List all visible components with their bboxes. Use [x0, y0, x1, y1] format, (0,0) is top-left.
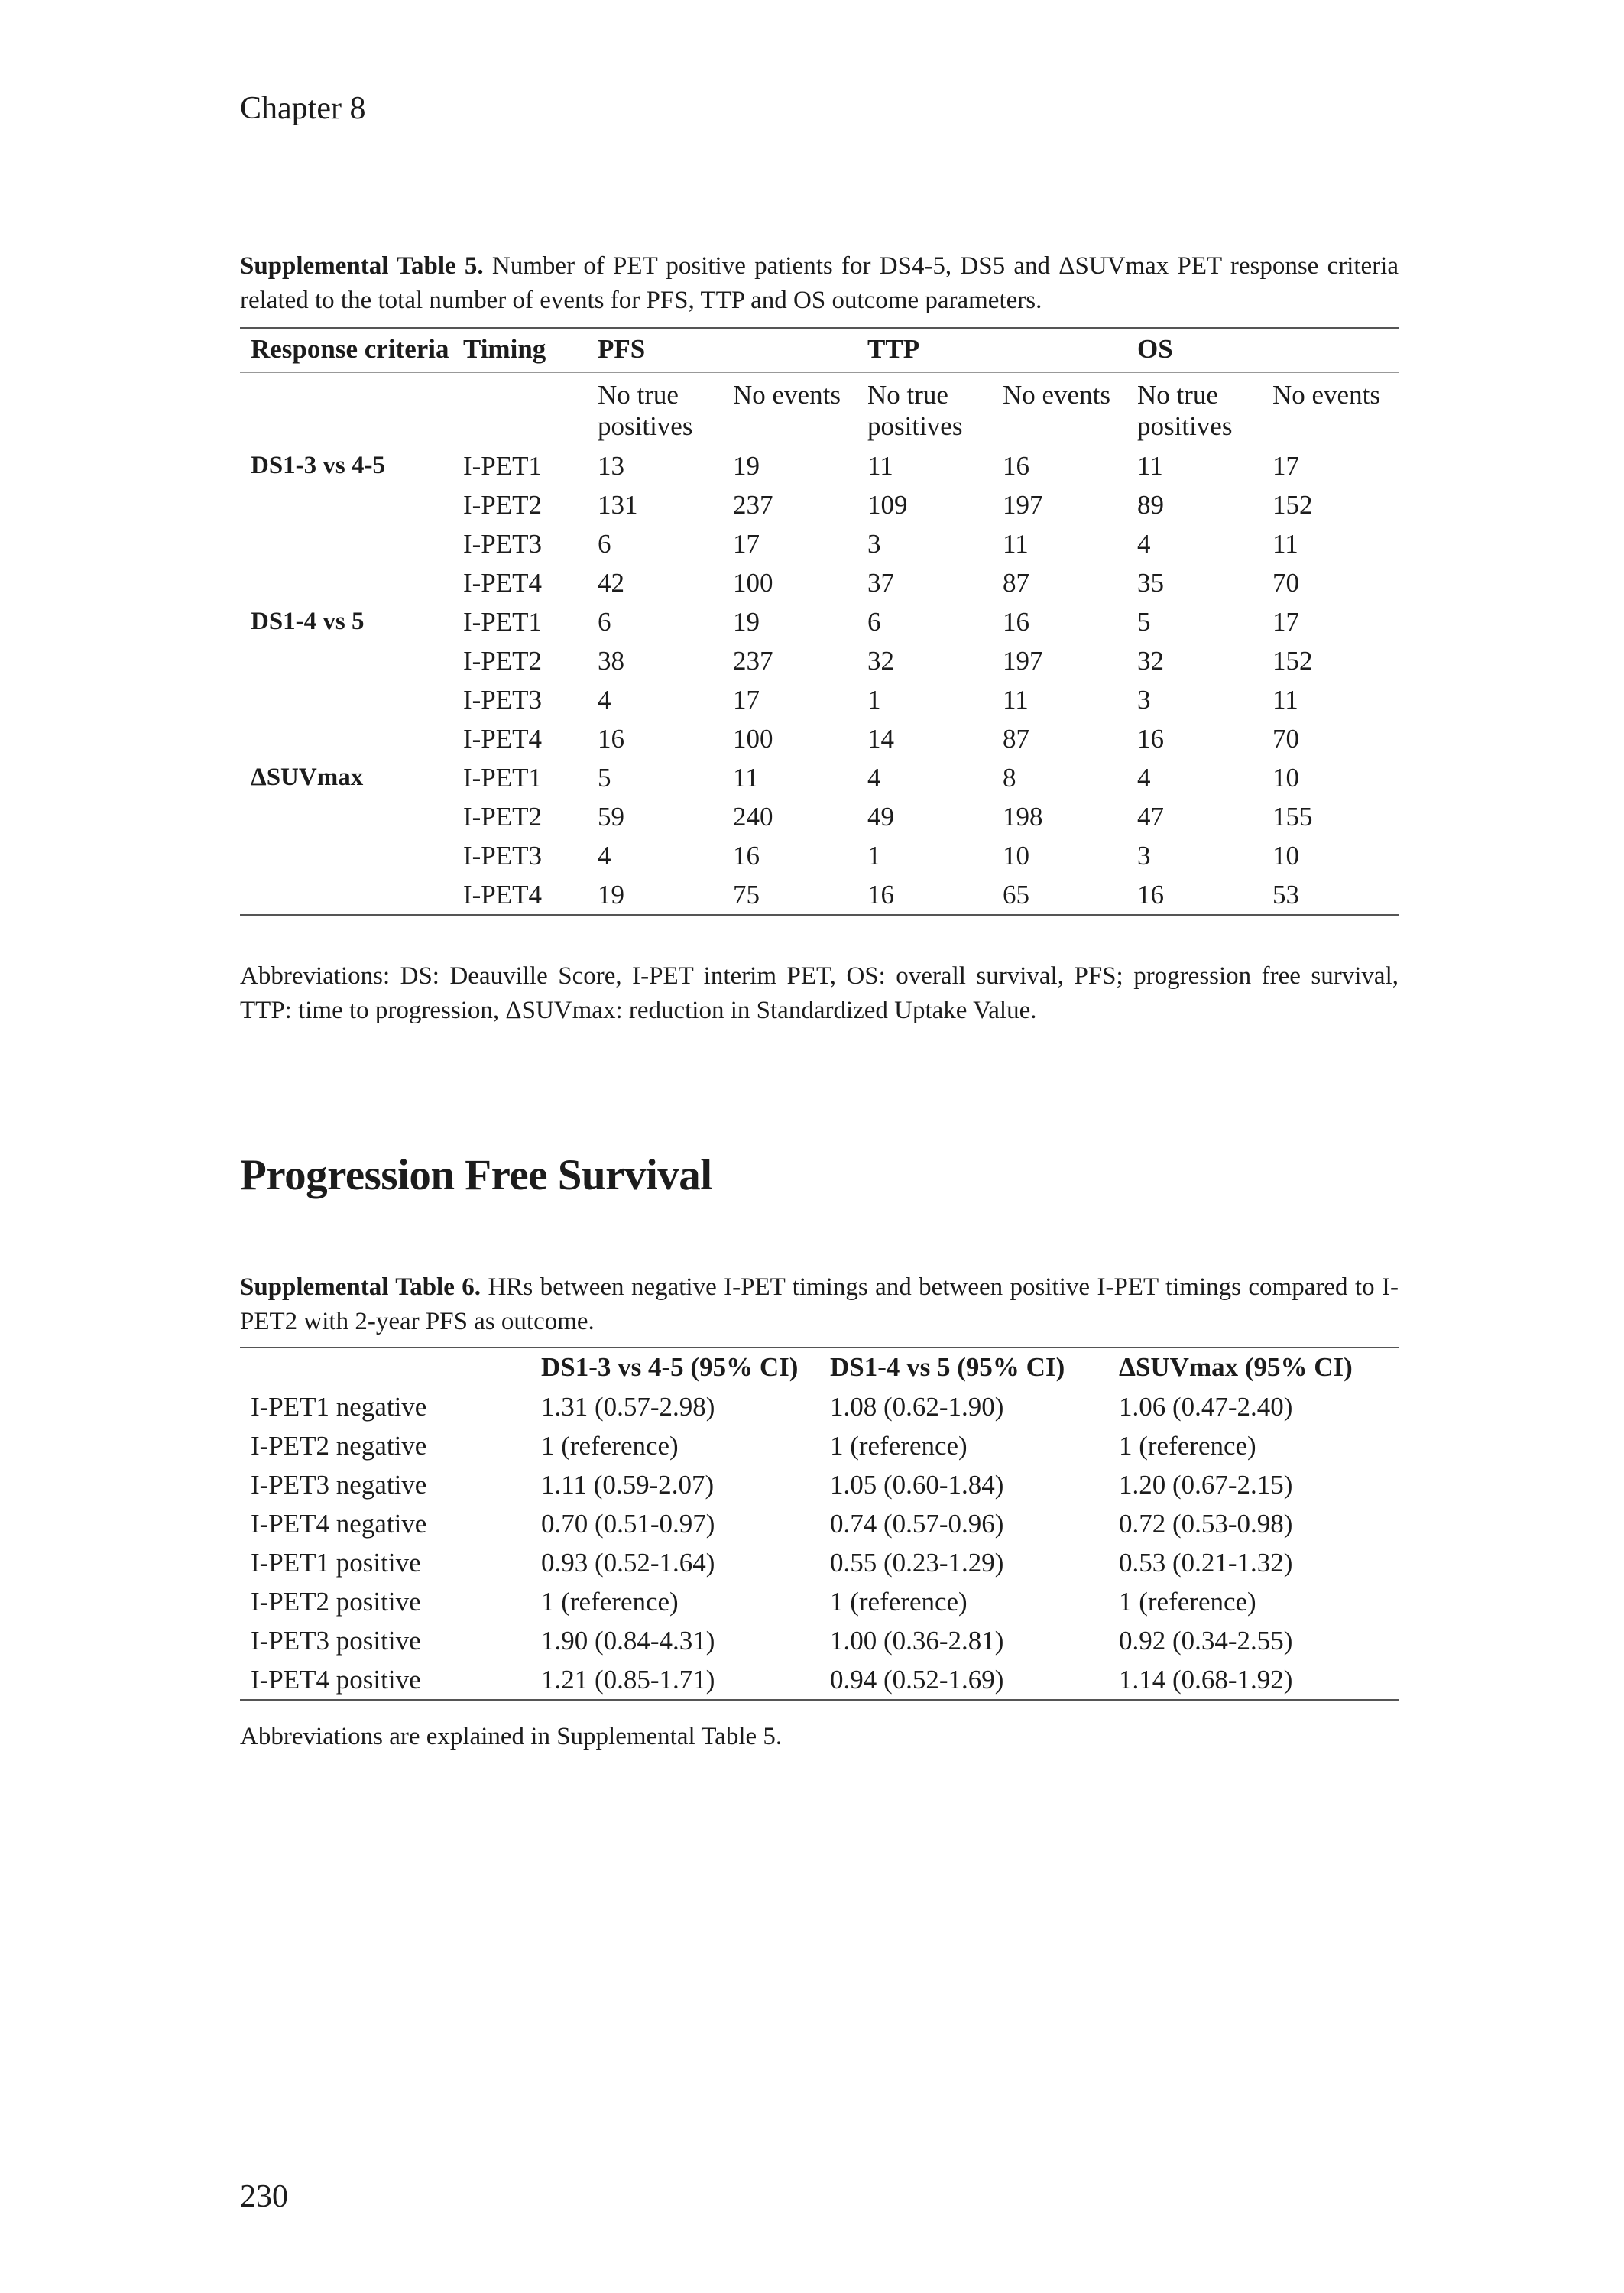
table-cell: 3 — [867, 529, 881, 559]
table-cell: 37 — [867, 568, 894, 598]
row-group-label — [240, 563, 452, 602]
row-group-label — [240, 836, 452, 875]
row-label: I-PET2 negative — [251, 1431, 427, 1461]
table-cell: 3 — [1137, 841, 1151, 871]
table-cell: 1 (reference) — [830, 1587, 968, 1617]
table-row — [240, 758, 1399, 797]
table5-subheader-row — [240, 373, 1399, 447]
header-pfs: PFS — [598, 334, 646, 364]
row-timing: I-PET3 — [463, 685, 543, 715]
header-response-criteria: Response criteria — [251, 334, 449, 364]
chapter-header: Chapter 8 — [240, 91, 366, 126]
table-row — [240, 680, 1399, 719]
table-cell: 1.00 (0.36-2.81) — [830, 1626, 1004, 1656]
table-cell: 14 — [867, 724, 894, 754]
row-group-label — [240, 641, 452, 680]
table-cell: 0.92 (0.34-2.55) — [1119, 1626, 1293, 1656]
subheader-cell: No events — [1272, 380, 1380, 410]
table-cell: 5 — [598, 763, 611, 793]
row-group-label — [240, 797, 452, 836]
table-cell: 59 — [598, 802, 624, 832]
row-label: I-PET4 positive — [251, 1665, 421, 1695]
row-group-label: DS1-4 vs 5 — [251, 608, 365, 635]
table-row — [240, 524, 1399, 563]
row-timing: I-PET3 — [463, 841, 543, 871]
subheader-cell: No events — [733, 380, 841, 410]
table6-caption-label: Supplemental Table 6. — [240, 1273, 481, 1301]
table-cell: 35 — [1137, 568, 1164, 598]
table-cell: 4 — [1137, 529, 1151, 559]
table-cell: 11 — [1272, 685, 1298, 715]
table-cell: 197 — [1003, 490, 1043, 520]
table-cell: 89 — [1137, 490, 1164, 520]
supplemental-table-6 — [240, 1347, 1399, 1701]
table-row — [240, 836, 1399, 875]
subheader-cell: No true positives — [867, 380, 963, 441]
row-timing: I-PET4 — [463, 568, 543, 598]
table-cell: 16 — [1137, 880, 1164, 910]
table-cell: 1 — [867, 685, 881, 715]
table6-header-row — [240, 1348, 1399, 1387]
table-row — [240, 797, 1399, 836]
row-group-label: ΔSUVmax — [251, 764, 364, 791]
table-cell: 53 — [1272, 880, 1299, 910]
table-cell: 65 — [1003, 880, 1029, 910]
table-cell: 100 — [733, 568, 773, 598]
table5-caption — [240, 249, 1399, 318]
row-group-label — [240, 524, 452, 563]
table-cell: 38 — [598, 646, 624, 676]
row-group-label — [240, 875, 452, 915]
table-cell: 70 — [1272, 568, 1299, 598]
header-ttp: TTP — [867, 334, 920, 364]
table-cell: 17 — [1272, 607, 1299, 637]
table5-caption-label: Supplemental Table 5. — [240, 252, 484, 280]
table-cell: 10 — [1272, 841, 1299, 871]
table-cell: 1 (reference) — [541, 1431, 679, 1461]
row-label: I-PET3 positive — [251, 1626, 421, 1656]
table-cell: 11 — [1272, 529, 1298, 559]
subheader-cell: No true positives — [598, 380, 693, 441]
table-cell: 0.70 (0.51-0.97) — [541, 1509, 715, 1539]
table-cell: 237 — [733, 646, 773, 676]
table-cell: 87 — [1003, 724, 1029, 754]
subheader-blank — [452, 373, 587, 447]
table-row — [240, 1543, 1399, 1582]
table-row — [240, 719, 1399, 758]
table-cell: 19 — [598, 880, 624, 910]
table-cell: 0.94 (0.52-1.69) — [830, 1665, 1004, 1695]
section-title: Progression Free Survival — [240, 1151, 712, 1199]
table-cell: 75 — [733, 880, 760, 910]
table-cell: 17 — [733, 685, 760, 715]
row-group-label — [240, 485, 452, 524]
row-timing: I-PET1 — [463, 607, 543, 637]
table-cell: 8 — [1003, 763, 1016, 793]
table-cell: 19 — [733, 607, 760, 637]
table-cell: 240 — [733, 802, 773, 832]
row-label: I-PET1 negative — [251, 1392, 427, 1422]
table-cell: 109 — [867, 490, 908, 520]
table-cell: 11 — [1003, 529, 1029, 559]
table-cell: 19 — [733, 451, 760, 481]
subheader-cell: No true positives — [1137, 380, 1233, 441]
row-timing: I-PET1 — [463, 763, 543, 793]
table6-header-cell: ΔSUVmax (95% CI) — [1119, 1352, 1353, 1382]
table-cell: 10 — [1272, 763, 1299, 793]
table-row — [240, 875, 1399, 915]
row-group-label — [240, 719, 452, 758]
table-cell: 4 — [1137, 763, 1151, 793]
row-group-label: DS1-3 vs 4-5 — [251, 452, 386, 479]
row-timing: I-PET2 — [463, 646, 543, 676]
row-label: I-PET1 positive — [251, 1548, 421, 1578]
table-row — [240, 1465, 1399, 1504]
table-cell: 49 — [867, 802, 894, 832]
table5-abbreviations: Abbreviations: DS: Deauville Score, I-PET interim PET, OS: overall survival, PFS; progression free survival, TTP: time to progression, ΔSUVmax: reduction in Standardized Uptake Value. — [240, 962, 1399, 1024]
table-row — [240, 1582, 1399, 1621]
row-timing: I-PET2 — [463, 802, 543, 832]
table-cell: 1.05 (0.60-1.84) — [830, 1470, 1004, 1500]
table-row — [240, 485, 1399, 524]
table-row — [240, 602, 1399, 641]
table-cell: 11 — [867, 451, 893, 481]
table-cell: 32 — [1137, 646, 1164, 676]
row-timing: I-PET3 — [463, 529, 543, 559]
row-label: I-PET2 positive — [251, 1587, 421, 1617]
table-cell: 152 — [1272, 646, 1313, 676]
table-cell: 3 — [1137, 685, 1151, 715]
table-cell: 1.90 (0.84-4.31) — [541, 1626, 715, 1656]
page-number: 230 — [240, 2179, 288, 2214]
row-timing: I-PET4 — [463, 724, 543, 754]
row-group-label — [240, 680, 452, 719]
table-cell: 47 — [1137, 802, 1164, 832]
table-cell: 17 — [733, 529, 760, 559]
header-timing: Timing — [463, 334, 546, 364]
table-cell: 11 — [733, 763, 759, 793]
table-cell: 13 — [598, 451, 624, 481]
table-row — [240, 1387, 1399, 1427]
table6-abbreviations: Abbreviations are explained in Supplemental Table 5. — [240, 1723, 783, 1750]
table-cell: 6 — [598, 607, 611, 637]
table-cell: 16 — [733, 841, 760, 871]
table-cell: 1 — [867, 841, 881, 871]
table-cell: 1.21 (0.85-1.71) — [541, 1665, 715, 1695]
table-row — [240, 1426, 1399, 1465]
table-cell: 0.55 (0.23-1.29) — [830, 1548, 1004, 1578]
table-cell: 6 — [867, 607, 881, 637]
table-cell: 11 — [1003, 685, 1029, 715]
table-cell: 4 — [598, 685, 611, 715]
table-row — [240, 641, 1399, 680]
table-cell: 100 — [733, 724, 773, 754]
supplemental-table-5 — [240, 327, 1399, 916]
table-cell: 1 (reference) — [830, 1431, 968, 1461]
table-row — [240, 1660, 1399, 1700]
table-row — [240, 446, 1399, 485]
table-cell: 10 — [1003, 841, 1029, 871]
table6-header-cell: DS1-3 vs 4-5 (95% CI) — [541, 1352, 799, 1382]
table6-header-cell: DS1-4 vs 5 (95% CI) — [830, 1352, 1065, 1382]
table-cell: 1.14 (0.68-1.92) — [1119, 1665, 1293, 1695]
table-cell: 32 — [867, 646, 894, 676]
table-cell: 0.93 (0.52-1.64) — [541, 1548, 715, 1578]
subheader-cell: No events — [1003, 380, 1110, 410]
table-cell: 1 (reference) — [1119, 1431, 1256, 1461]
table-cell: 198 — [1003, 802, 1043, 832]
table-cell: 16 — [1137, 724, 1164, 754]
table-cell: 16 — [1003, 451, 1029, 481]
table-cell: 152 — [1272, 490, 1313, 520]
table-cell: 70 — [1272, 724, 1299, 754]
header-os: OS — [1137, 334, 1173, 364]
table-cell: 11 — [1137, 451, 1163, 481]
table-cell: 16 — [1003, 607, 1029, 637]
table-cell: 131 — [598, 490, 638, 520]
table-cell: 1 (reference) — [1119, 1587, 1256, 1617]
row-label: I-PET3 negative — [251, 1470, 427, 1500]
table-cell: 6 — [598, 529, 611, 559]
table-cell: 1 (reference) — [541, 1587, 679, 1617]
table-cell: 0.74 (0.57-0.96) — [830, 1509, 1004, 1539]
table6-header-cell — [240, 1348, 530, 1387]
table-cell: 1.08 (0.62-1.90) — [830, 1392, 1004, 1422]
table-cell: 197 — [1003, 646, 1043, 676]
row-timing: I-PET2 — [463, 490, 543, 520]
table-cell: 5 — [1137, 607, 1151, 637]
table-row — [240, 563, 1399, 602]
table-cell: 42 — [598, 568, 624, 598]
table-cell: 0.53 (0.21-1.32) — [1119, 1548, 1293, 1578]
table6-caption — [240, 1270, 1399, 1339]
table-row — [240, 1621, 1399, 1660]
table6-caption-text: HRs between negative I-PET timings and between positive I-PET timings compared to I-PET2 with 2-year PFS as outcome. — [240, 1273, 1399, 1335]
table-cell: 1.06 (0.47-2.40) — [1119, 1392, 1293, 1422]
table-cell: 1.31 (0.57-2.98) — [541, 1392, 715, 1422]
table-cell: 87 — [1003, 568, 1029, 598]
table-cell: 155 — [1272, 802, 1313, 832]
table5-header-row — [240, 328, 1399, 373]
table-cell: 4 — [867, 763, 881, 793]
table-cell: 16 — [598, 724, 624, 754]
table-row — [240, 1504, 1399, 1543]
table5-caption-text: Number of PET positive patients for DS4-5, DS5 and ΔSUVmax PET response criteria related to the total number of events for PFS, TTP and OS outcome parameters. — [240, 252, 1399, 314]
table-cell: 16 — [867, 880, 894, 910]
table-cell: 237 — [733, 490, 773, 520]
table-cell: 0.72 (0.53-0.98) — [1119, 1509, 1293, 1539]
table-cell: 1.11 (0.59-2.07) — [541, 1470, 715, 1500]
row-label: I-PET4 negative — [251, 1509, 427, 1539]
subheader-blank — [240, 373, 452, 447]
table-cell: 4 — [598, 841, 611, 871]
row-timing: I-PET1 — [463, 451, 543, 481]
table-cell: 1.20 (0.67-2.15) — [1119, 1470, 1293, 1500]
row-timing: I-PET4 — [463, 880, 543, 910]
table-cell: 17 — [1272, 451, 1299, 481]
